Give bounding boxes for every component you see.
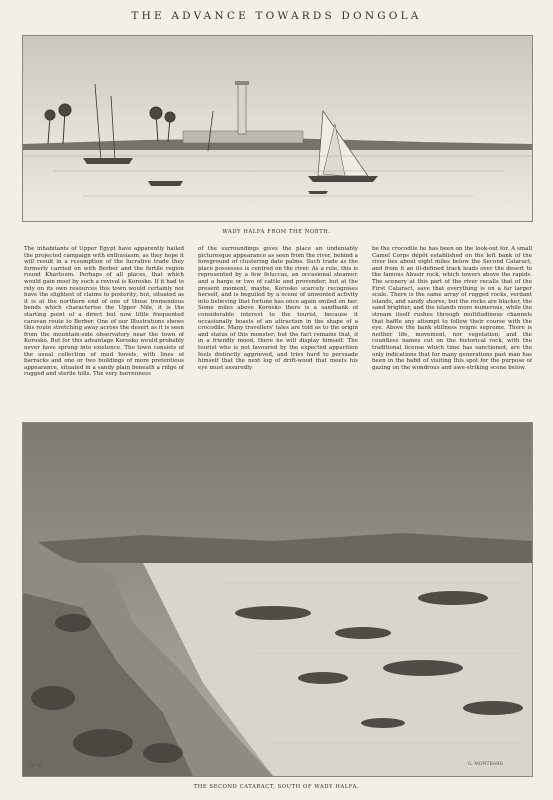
article-column-3: be the crocodile he has been on the look-out for. A small Camel Corps dépôt established on the left bank of the river lies about eight miles below the Second Cataract, and from it an ill-defined track leads over the desert to the famous Abusir rock, which towers above the rapids. The scenery at this part of the river recalls that of the First Cataract, save that everything is on a far larger scale. There is the same array of rugged rocks, verdant islands, and sandy shores; but the rocks are blacker, the sand brighter, and the islands more numerous, while the stream itself rushes through multitudinous channels that baffle any attempt to follow their course with the eye. Above the bank stillness reigns supreme. There is neither life, movement, nor vegetation; and the countless names cut on the historical rock, with the traditional license which time has sanctioned, are the only indications that for many generations past man has been in the habit of visiting this spot for the purpose of gazing on the wondrous and awe-striking scene below. (372, 246, 532, 371)
bottom-signature: G. MONTBARD (468, 762, 504, 767)
article-column-1: The inhabitants of Upper Egypt have apparently hailed the projected campaign with enthusiasm, as they hope it will result in a resumption of the lucrative trade they formerly carried on with Berber and the fertile region round Khartoum. Perhaps of all places, that which would gain most by such a revival is Korosko. If it had to rely on its own resources this town would certainly not have the slightest of claims to posterity; but, situated as it is at the northern end of one of those tremendous bends which characterise the Upper Nile, it is the starting point of a direct but now little frequented caravan route to Berber. One of our Illustrations shows this route stretching away across the desert as it is seen from the mountain-side observatory near the town of Korosko. But for this advantage Korosko would probably never have sprung into existence. The town consists of the usual collection of mud hovels, with lines of barracks and one or two buildings of more pretentious appearance, situated in a sandy plain beneath a ridge of rugged and sterile hills. The very barrenness (24, 246, 184, 378)
illustration-wady-halfa (22, 35, 533, 222)
top-caption: WADY HALFA FROM THE NORTH. (222, 229, 331, 235)
illustration-second-cataract (22, 422, 533, 777)
page-header: THE ADVANCE TOWARDS DONGOLA (131, 10, 422, 22)
article-column-2: of the surroundings gives the place an undeniably picturesque appearance as seen from the river, behind a foreground of clustering date palms. Such trade as the place possesses is centred on the river. As a rule, this is represented by a few feluccas, an occasional steamer, and a barge or two of cattle and provender; but at the present moment, maybe, Korosko scarcely recognises herself, and is beguiled by a scene of unwonted activity into believing that fortune has once again smiled on her. Some miles above Korosko there is a sandbank of considerable interest to the tourist, because it occasionally boasts of an attraction in the shape of a crocodile. Many travellers' tales are told as to the origin and status of this monster; but the fact remains that, if in a friendly mood, there he will display himself. The tourist who is not favoured by the expected apparition feels distinctly aggrieved, and tries hard to persuade himself that the next log of drift-wood that meets his eye must assuredly (198, 246, 358, 371)
bottom-left-mark: m. W. (30, 764, 43, 769)
article-body (24, 246, 532, 406)
bottom-caption: THE SECOND CATARACT, SOUTH OF WADY HALFA. (193, 784, 360, 790)
